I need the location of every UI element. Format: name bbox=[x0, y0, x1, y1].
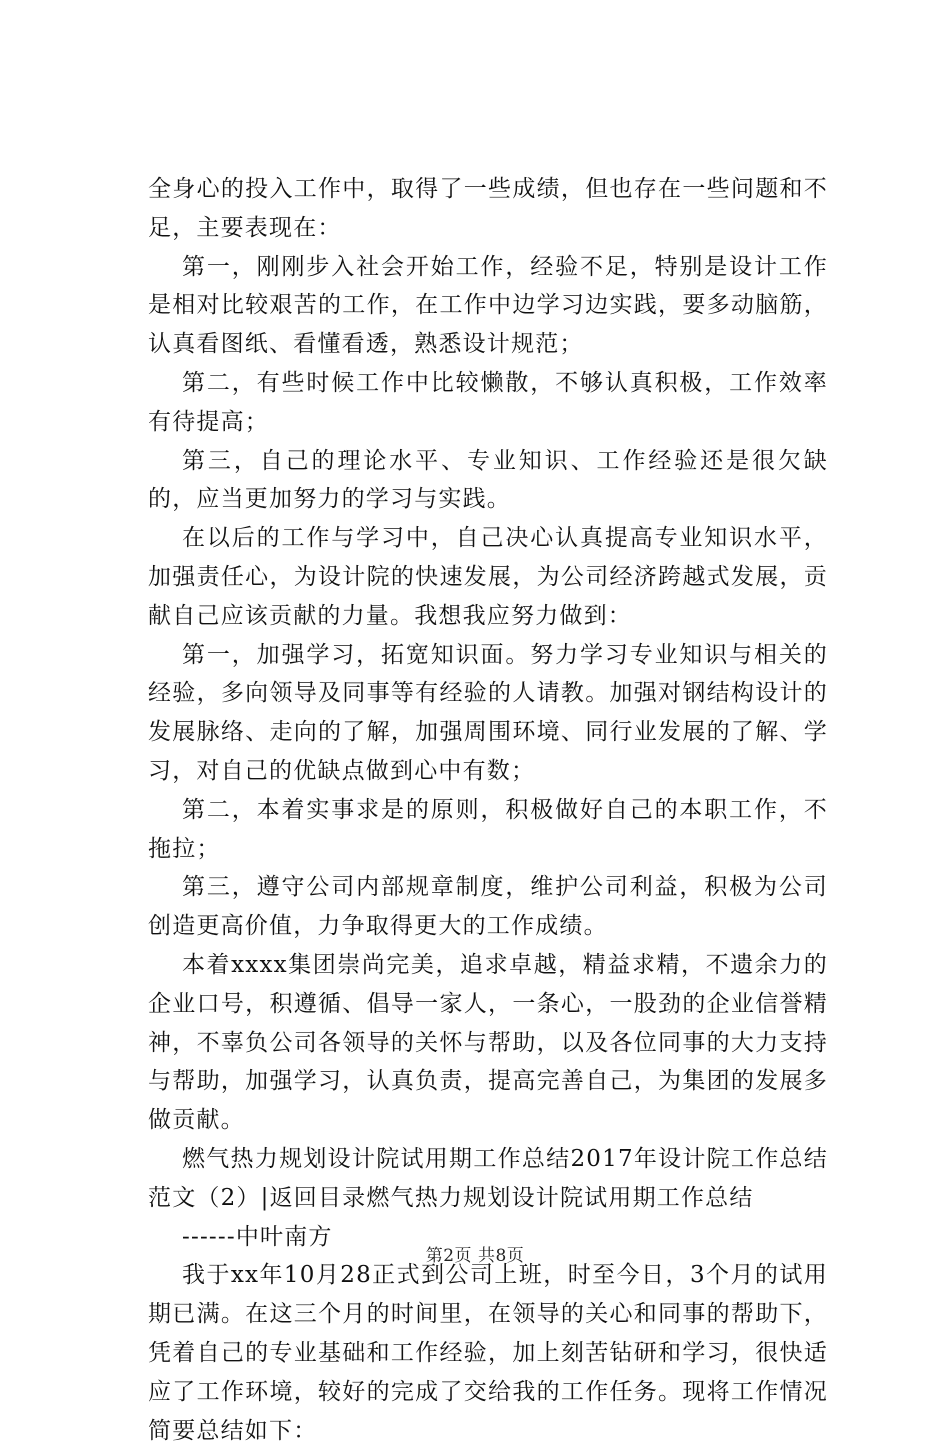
paragraph: 全身心的投入工作中，取得了一些成绩，但也存在一些问题和不足，主要表现在： bbox=[148, 176, 828, 241]
paragraph: 第二，有些时候工作中比较懒散，不够认真积极，工作效率有待提高； bbox=[148, 369, 828, 435]
paragraph: 第一，加强学习，拓宽知识面。努力学习专业知识与相关的经验，多向领导及同事等有经验的人请教。加强对钢结构设计的发展脉络、走向的了解，加强周围环境、同行业发展的了解、学习，对自己的优缺点做到心中有数； bbox=[148, 641, 828, 784]
paragraph: 本着xxxx集团崇尚完美，追求卓越，精益求精，不遗余力的企业口号，积遵循、倡导一家人，一条心，一股劲的企业信誉精神，不辜负公司各领导的关怀与帮助，以及各位同事的大力支持与帮助，加强学习，认真负责，提高完善自己，为集团的发展多做贡献。 bbox=[148, 951, 828, 1134]
paragraph: 第一，刚刚步入社会开始工作，经验不足，特别是设计工作是相对比较艰苦的工作，在工作中边学习边实践，要多动脑筋，认真看图纸、看懂看透，熟悉设计规范； bbox=[148, 253, 828, 358]
paragraph: 第二，本着实事求是的原则，积极做好自己的本职工作，不拖拉； bbox=[148, 796, 828, 862]
author-line: ------中叶南方 bbox=[182, 1223, 333, 1250]
paragraph: 第三，自己的理论水平、专业知识、工作经验还是很欠缺的，应当更加努力的学习与实践。 bbox=[148, 447, 828, 513]
paragraph: 第三，遵守公司内部规章制度，维护公司利益，积极为公司创造更高价值，力争取得更大的工作成绩。 bbox=[148, 874, 828, 940]
page-footer: 第2页 共8页 bbox=[425, 1246, 525, 1266]
section-title: 燃气热力规划设计院试用期工作总结2017年设计院工作总结范文（2）|返回目录燃气热力规划设计院试用期工作总结 bbox=[148, 1145, 828, 1211]
paragraph: 我于xx年10月28正式到公司上班，时至今日，3个月的试用期已满。在这三个月的时间里，在领导的关心和同事的帮助下，凭着自己的专业基础和工作经验，加上刻苦钻研和学习，很快适应了工作环境，较好的完成了交给我的工作任务。现将工作情况简要总结如下： bbox=[148, 1262, 828, 1444]
paragraph: 在以后的工作与学习中，自己决心认真提高专业知识水平，加强责任心，为设计院的快速发展，为公司经济跨越式发展，贡献自己应该贡献的力量。我想我应努力做到： bbox=[148, 525, 828, 629]
